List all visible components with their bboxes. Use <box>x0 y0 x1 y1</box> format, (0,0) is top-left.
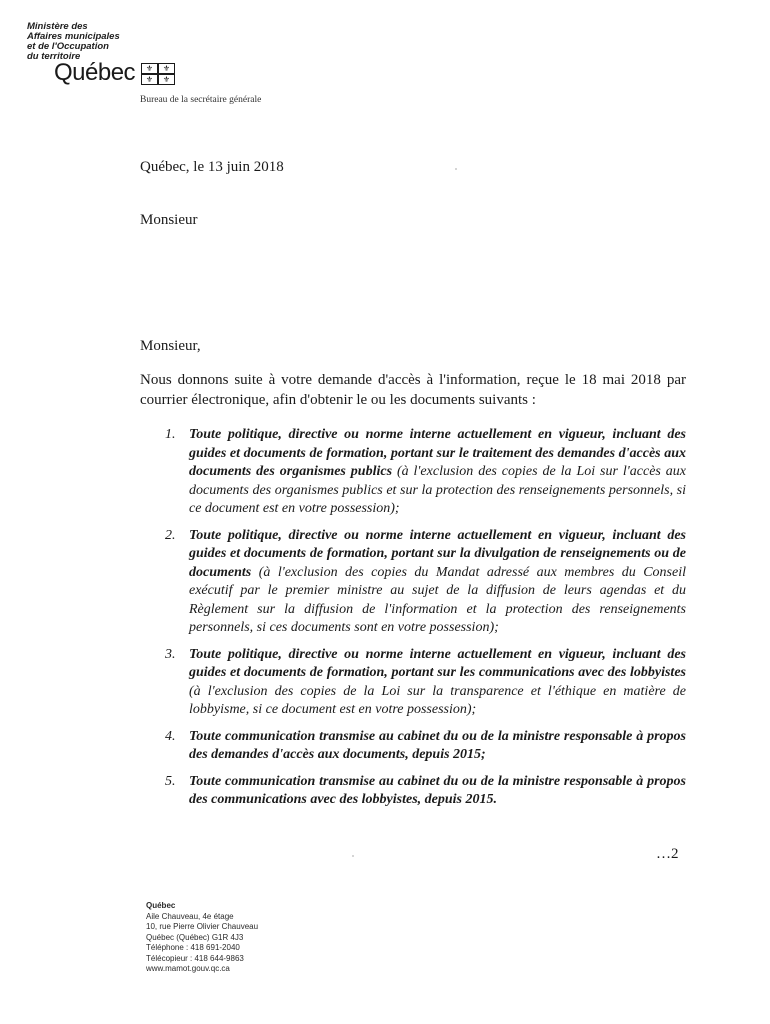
footer-line: Aile Chauveau, 4e étage <box>146 911 234 921</box>
scan-speck <box>352 855 354 857</box>
item-exclusion: (à l'exclusion des copies de la Loi sur l'accès aux documents des organismes publics et sur la protection des renseignements personnels, si ce document est en votre possession); <box>189 464 686 516</box>
address-salutation: Monsieur <box>140 212 198 228</box>
bureau-name: Bureau de la secrétaire générale <box>140 95 262 105</box>
list-item <box>140 426 686 519</box>
footer-line: Téléphone : 418 691-2040 <box>146 943 240 952</box>
item-number: 2. <box>165 527 176 543</box>
item-request: Toute communication transmise au cabinet du ou de la ministre responsable à propos des communications avec des lobbyistes, depuis 2015. <box>189 773 686 807</box>
item-request: Toute politique, directive ou norme interne actuellement en vigueur, incluant des guides et documents de formation, portant sur les communications avec des lobbyistes <box>189 646 686 680</box>
item-number: 4. <box>165 728 176 744</box>
requested-documents-list <box>140 426 686 818</box>
item-exclusion: (à l'exclusion des copies du Mandat adressé aux membres du Conseil exécutif par le premier ministre au sujet de la diffusion de leurs agendas et du Règlement sur la diffusion de l'information et la protection des renseignements personnels, si ces documents sont en votre possession); <box>189 564 686 635</box>
intro-paragraph: Nous donnons suite à votre demande d'accès à l'information, reçue le 18 mai 2018 par courrier électronique, afin d'obtenir le ou les documents suivants : <box>140 372 686 408</box>
ministry-name <box>27 22 120 62</box>
list-item <box>140 527 686 638</box>
footer-line: Télécopieur : 418 644-9863 <box>146 953 244 963</box>
salutation: Monsieur, <box>140 338 201 354</box>
footer-line: 10, rue Pierre Olivier Chauveau <box>146 922 259 931</box>
list-item <box>140 646 686 720</box>
list-item <box>140 728 686 765</box>
ministry-line: et de l'Occupation <box>27 41 109 52</box>
quebec-wordmark: Québec <box>54 59 136 86</box>
scan-speck <box>455 168 457 170</box>
list-item <box>140 773 686 810</box>
item-exclusion: (à l'exclusion des copies de la Loi sur la transparence et l'éthique en matière de lobbyisme, si ce document est en votre possession); <box>189 683 686 717</box>
item-request: Toute politique, directive ou norme interne actuellement en vigueur, incluant des guides et documents de formation, portant sur la divulgation de renseignements ou de documents <box>189 527 686 580</box>
item-number: 3. <box>165 646 176 662</box>
item-number: 5. <box>165 773 176 789</box>
item-request: Toute communication transmise au cabinet du ou de la ministre responsable à propos des demandes d'accès aux documents, depuis 2015; <box>189 728 686 762</box>
footer-title: Québec <box>146 901 176 910</box>
letter-date: Québec, le 13 juin 2018 <box>140 159 284 175</box>
ministry-line: du territoire <box>27 51 81 62</box>
footer-address <box>146 901 258 975</box>
footer-line: Québec (Québec) G1R 4J3 <box>146 932 244 942</box>
quebec-flag-icon: ⚜ ⚜ ⚜ ⚜ <box>141 63 175 85</box>
footer-line: www.mamot.gouv.qc.ca <box>146 964 230 973</box>
item-number: 1. <box>165 427 176 442</box>
ministry-line: Affaires municipales <box>27 31 120 42</box>
item-request: Toute politique, directive ou norme interne actuellement en vigueur, incluant des guides et documents de formation, portant sur le traitement des demandes d'accès aux documents des organismes publics <box>189 427 686 479</box>
ministry-line: Ministère des <box>27 21 88 32</box>
page-continuation: …2 <box>656 846 679 862</box>
